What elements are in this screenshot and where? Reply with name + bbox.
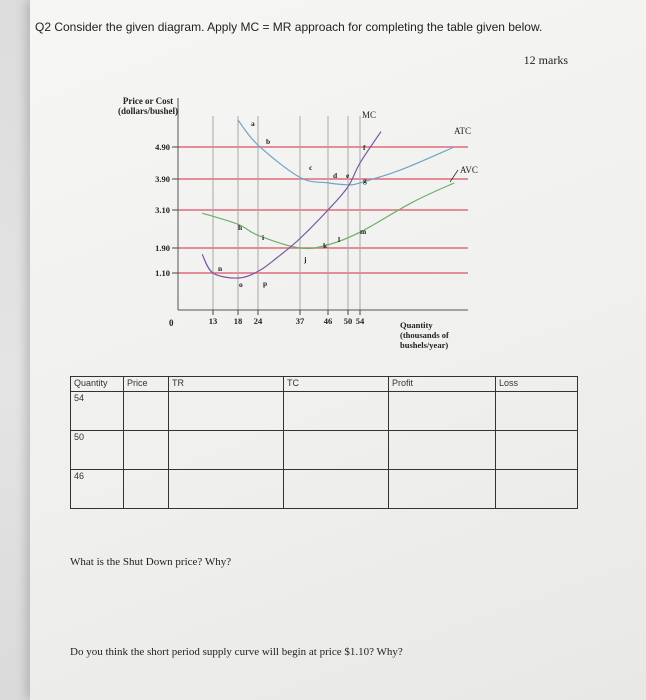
- quantity-tick-label: 54: [355, 316, 365, 326]
- point-label-g: g: [363, 176, 367, 185]
- point-label-d: d: [333, 171, 338, 180]
- x-axis-title-line: bushels/year): [400, 340, 449, 350]
- loss-cell[interactable]: [496, 392, 578, 431]
- point-label-n: n: [218, 264, 223, 273]
- quantity-tick-label: 24: [253, 316, 263, 326]
- y-axis-title-line: (dollars/bushel): [117, 106, 179, 116]
- answer-table: [70, 376, 578, 509]
- price-cell[interactable]: [124, 392, 169, 431]
- point-labels: [218, 119, 367, 289]
- shutdown-question: What is the Shut Down price? Why?: [70, 556, 232, 568]
- mc-curve: [202, 132, 381, 278]
- price-tick-label: 1.10: [155, 268, 170, 278]
- quantity-tick-label: 46: [323, 316, 333, 326]
- y-axis-title-text: [118, 96, 178, 116]
- point-label-i: i: [262, 233, 265, 242]
- header-quantity: Quantity: [71, 377, 124, 392]
- price-tick-label: 4.90: [155, 142, 170, 152]
- header-tc: TC: [284, 377, 389, 392]
- x-axis-title-line: (thousands of: [400, 330, 449, 340]
- quantity-tick-label: 50: [343, 316, 353, 326]
- point-label-p: p: [263, 279, 268, 288]
- avc-label: AVC: [460, 165, 478, 175]
- header-loss: Loss: [496, 377, 578, 392]
- tr-cell[interactable]: [169, 431, 284, 470]
- y-axis-title-line: Price or Cost: [122, 96, 174, 106]
- avc-pointer: [450, 170, 458, 182]
- price-cell[interactable]: [124, 470, 169, 509]
- quantity-gridlines: [213, 116, 360, 315]
- question-text: Q2 Consider the given diagram. Apply MC = MR approach for completing the table given below.: [35, 20, 543, 34]
- mc-label: MC: [362, 110, 377, 120]
- profit-cell[interactable]: [389, 431, 496, 470]
- atc-label: ATC: [454, 126, 472, 136]
- price-cell[interactable]: [124, 431, 169, 470]
- point-label-m: m: [360, 227, 367, 236]
- loss-cell[interactable]: [496, 431, 578, 470]
- cost-curves-chart: [30, 90, 500, 370]
- marks-label: 12 marks: [523, 53, 568, 67]
- point-label-h: h: [238, 223, 243, 232]
- quantity-tick-label: 37: [295, 316, 305, 326]
- quantity-cell: 50: [71, 431, 124, 470]
- price-tick-label: 1.90: [155, 243, 170, 253]
- table-row: [71, 392, 578, 431]
- tr-cell[interactable]: [169, 392, 284, 431]
- table-header-row: [71, 377, 578, 392]
- point-label-b: b: [266, 137, 271, 146]
- tc-cell[interactable]: [284, 431, 389, 470]
- table-row: [71, 431, 578, 470]
- point-label-k: k: [323, 241, 328, 250]
- tc-cell[interactable]: [284, 392, 389, 431]
- quantity-tick-label: 13: [208, 316, 218, 326]
- x-axis-title-line: Quantity: [400, 320, 433, 330]
- quantity-tick-labels: [209, 316, 365, 326]
- point-label-e: e: [346, 171, 350, 180]
- point-label-c: c: [309, 163, 313, 172]
- y-axis-title: [118, 96, 178, 116]
- header-profit: Profit: [389, 377, 496, 392]
- x-axis-title: [400, 320, 449, 350]
- point-label-a: a: [251, 119, 255, 128]
- tr-cell[interactable]: [169, 470, 284, 509]
- loss-cell[interactable]: [496, 470, 578, 509]
- origin-label: 0: [169, 318, 174, 328]
- price-tick-labels: [155, 142, 170, 278]
- table-row: [71, 470, 578, 509]
- price-gridlines: [172, 147, 468, 273]
- price-tick-label: 3.10: [155, 205, 170, 215]
- point-label-l: l: [338, 235, 341, 244]
- profit-cell[interactable]: [389, 392, 496, 431]
- header-price: Price: [124, 377, 169, 392]
- header-tr: TR: [169, 377, 284, 392]
- quantity-cell: 54: [71, 392, 124, 431]
- quantity-tick-label: 18: [233, 316, 243, 326]
- profit-cell[interactable]: [389, 470, 496, 509]
- price-tick-label: 3.90: [155, 174, 170, 184]
- quantity-cell: 46: [71, 470, 124, 509]
- point-label-f: f: [363, 143, 366, 152]
- supply-question: Do you think the short period supply curve will begin at price $1.10? Why?: [70, 646, 403, 658]
- tc-cell[interactable]: [284, 470, 389, 509]
- point-label-o: o: [239, 280, 243, 289]
- point-label-j: j: [304, 255, 307, 264]
